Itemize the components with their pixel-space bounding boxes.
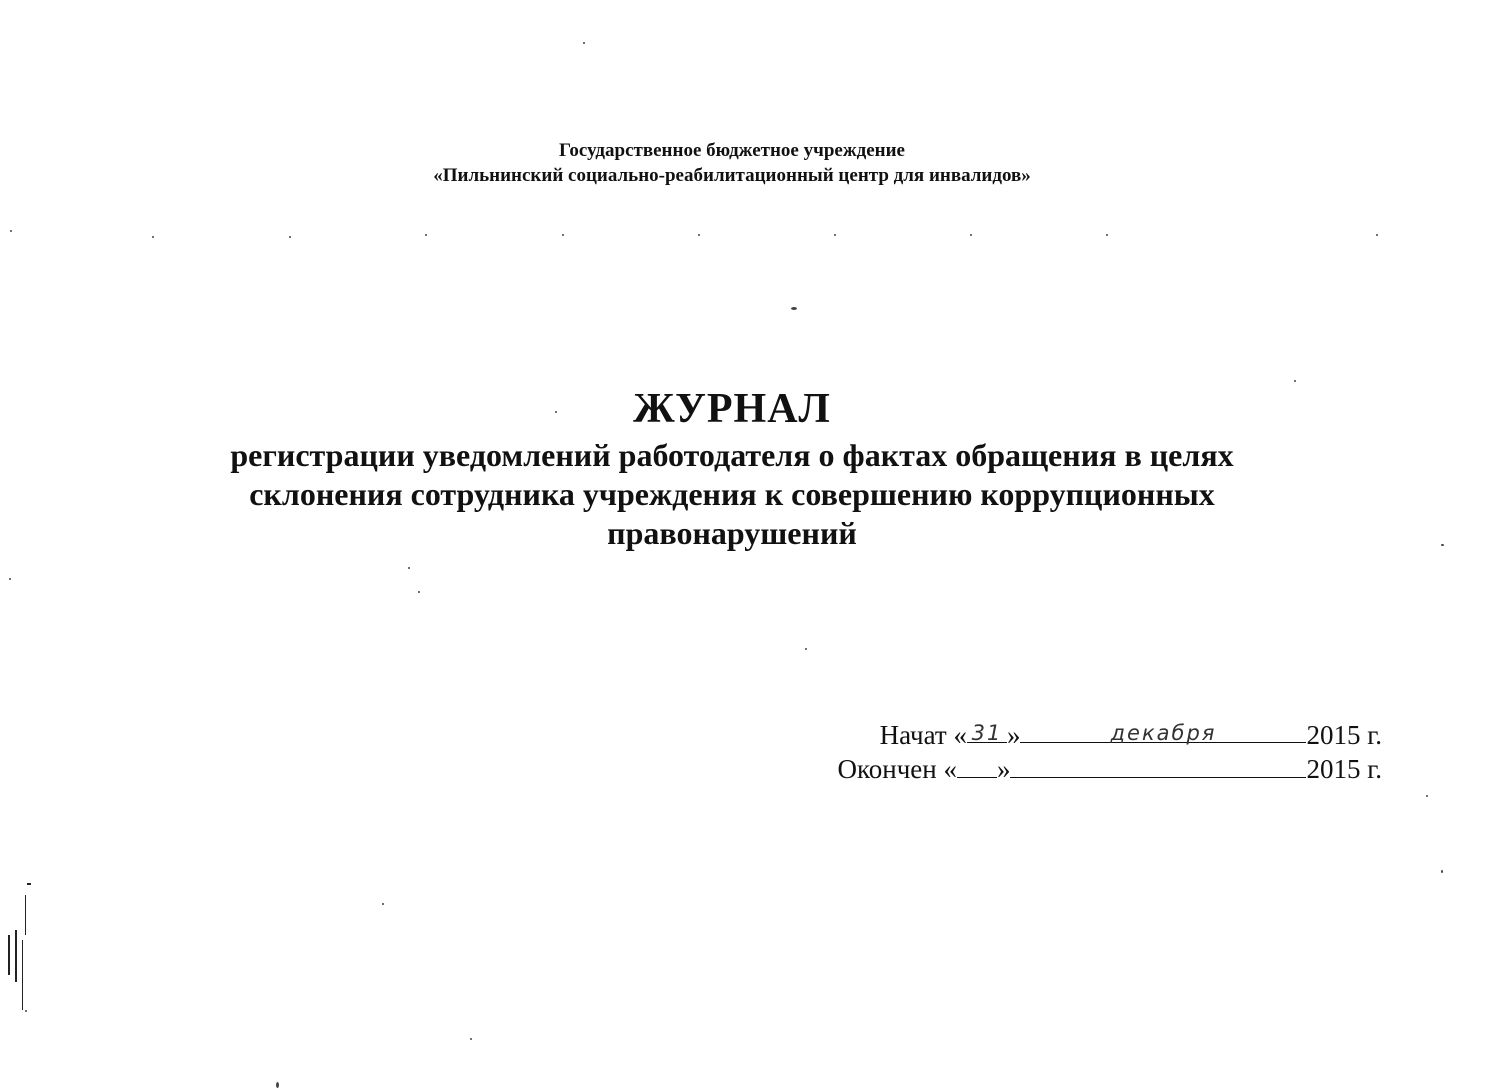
margin-line xyxy=(27,883,31,885)
scan-speck xyxy=(418,591,420,593)
scan-speck xyxy=(805,648,807,650)
scan-speck xyxy=(25,1010,27,1012)
date-started-row xyxy=(770,718,1382,752)
date-started-year: 2015 г. xyxy=(1306,720,1382,750)
date-finished-quote: » xyxy=(996,754,1011,784)
scan-speck xyxy=(408,567,410,569)
organization-name: «Пильнинский социально-реабилитационный центр для инвалидов» xyxy=(433,165,1031,186)
date-started-label: Начат « xyxy=(879,720,967,750)
date-started-quote: » xyxy=(1006,720,1021,750)
scan-speck xyxy=(555,411,557,413)
scan-speck xyxy=(152,236,154,238)
date-finished-day-field xyxy=(957,753,997,778)
date-started-month: декабря xyxy=(1110,721,1217,745)
scan-speck xyxy=(970,234,972,236)
scan-speck xyxy=(1376,234,1378,236)
margin-line xyxy=(15,930,17,982)
date-finished-year: 2015 г. xyxy=(1306,754,1382,784)
scan-speck xyxy=(791,307,797,310)
scan-speck xyxy=(562,234,564,236)
journal-subtitle: регистрации уведомлений работодателя о фактах обращения в целях склонения сотрудника учреждения к совершению коррупционных правонарушений xyxy=(230,437,1234,551)
scan-speck xyxy=(9,578,11,580)
scan-speck xyxy=(698,234,700,236)
date-finished-month-field xyxy=(1010,753,1306,778)
scan-speck xyxy=(289,236,291,238)
margin-line xyxy=(8,935,10,975)
scan-speck xyxy=(583,42,585,44)
scan-speck xyxy=(425,234,427,236)
scan-speck xyxy=(10,230,12,232)
margin-line xyxy=(22,940,23,1010)
scan-speck xyxy=(834,234,836,236)
scan-speck xyxy=(1441,544,1444,546)
date-finished-label: Окончен « xyxy=(837,754,957,784)
date-started-month-field xyxy=(1020,718,1306,743)
scan-speck xyxy=(1294,380,1296,382)
journal-dates xyxy=(770,718,1382,786)
date-started-day: 31 xyxy=(971,721,1003,745)
date-started-day-field xyxy=(967,718,1007,743)
scan-speck xyxy=(382,903,384,905)
scan-speck xyxy=(1106,234,1108,236)
scan-speck xyxy=(470,1038,472,1040)
organization-type: Государственное бюджетное учреждение xyxy=(559,140,905,161)
journal-title: ЖУРНАЛ xyxy=(633,386,831,432)
date-finished-row xyxy=(770,752,1382,786)
scan-speck xyxy=(1426,795,1428,797)
scan-speck xyxy=(1441,870,1443,873)
scan-speck xyxy=(276,1082,279,1088)
margin-line xyxy=(25,895,26,935)
